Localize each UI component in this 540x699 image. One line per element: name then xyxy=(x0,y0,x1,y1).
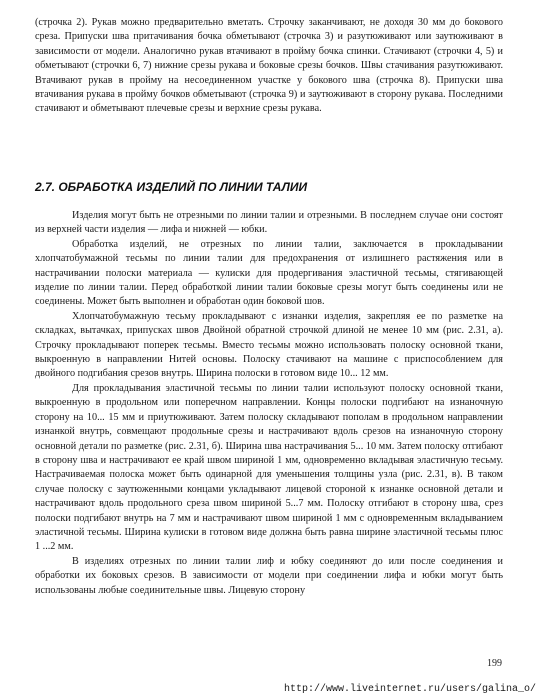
intro-block xyxy=(35,16,503,117)
paragraph-1: Изделия могут быть не отрезными по линии талии и отрезными. В последнем случае они состоят из верхней части изделия — лифа и нижней — юбки. xyxy=(35,210,503,236)
intro-paragraph: (строчка 2). Рукав можно предварительно вметать. Строчку заканчивают, не доходя 30 мм до бокового среза. Припуски шва притачивания бочка обметывают (строчка 3) и разутюживают или заутюживают в зависимости от модели. Аналогично рукав втачивают в пройму бочка спинки. Стачивают (строчки 4, 5) и обметывают (строчки 6, 7) нижние срезы рукава и боковые срезы бочков. Швы стачивания разутюживают. Втачивают рукав в пройму на несоединенном участке у бокового шва (строчка 8). Припуски шва втачивания рукава в пройму бочков обметывают (строчка 9) и заутюживают в сторону рукава. Последними стачивают и обметывают плечевые срезы и верхние срезы рукава. xyxy=(35,17,503,115)
paragraph-4: Для прокладывания эластичной тесьмы по линии талии используют полоску основной ткани, выкроенную в продольном или поперечном направлении. Концы полоски подгибают на изнаночную сторону на 10... 15 мм и приутюживают. Затем полоску складывают пополам в продольном направлении изнанкой внутрь, совмещают продольные срезы и настрачивают вдоль срезов на изнаночную сторону основной детали по разметке (рис. 2.31, б). Ширина шва настрачивания 5... 10 мм. Затем полоску отгибают в сторону шва и настрачивают ее край швом шириной 1 мм, одновременно вкладывая эластичную тесьму. Настрачиваемая полоска может быть одинарной для уменьшения толщины узла (рис. 2.31, в). В таком случае полоску с заутюженными концами укладывают лицевой стороной к изнанке основной детали и настрачивают вдоль продольного среза швом шириной 5...7 мм. Полоску отгибают в сторону шва, срез полоски подгибают внутрь на 7 мм и настрачивают швом шириной 1 мм с одновременным вкладыванием эластичной тесьмы. Ширина кулиски в готовом виде должна быть равна ширине эластичной тесьмы плюс 1 ...2 мм. xyxy=(35,382,503,553)
paragraph-5: В изделиях отрезных по линии талии лиф и юбку соединяют до или после соединения и обработки их боковых срезов. В зависимости от модели при соединении лифа и юбки могут быть использованы любые соединительные швы. Лицевую сторону xyxy=(35,555,503,596)
paragraph-3: Хлопчатобумажную тесьму прокладывают с изнанки изделия, закрепляя ее по разметке на складках, вытачках, припусках швов Двойной обратной строчкой длиной не менее 10 мм (рис. 2.31, а). Строчку прокладывают поперек тесьмы. Вместо тесьмы можно использовать полоску основной ткани, выкроенную в направлении Нитей основы. Полоску стачивают на машине с приспособлением для двойного подгибания срезов внутрь. Ширина полоски в готовом виде 10... 12 мм. xyxy=(35,310,503,380)
paragraph-2: Обработка изделий, не отрезных по линии талии, заключается в прокладывании хлопчатобумажной тесьмы по линии талии для предохранения от излишнего растяжения или в настрачивании полоски материала — кулиски для продергивания эластичной тесьмы, стягивающей изделие по линии талии. Перед обработкой линии талии боковые срезы могут быть соединены или не соединены. Может быть выполнен и обработан один боковой шов. xyxy=(35,238,503,308)
section-heading: 2.7. ОБРАБОТКА ИЗДЕЛИЙ ПО ЛИНИИ ТАЛИИ xyxy=(35,180,308,194)
source-watermark: http://www.liveinternet.ru/users/galina_o/ xyxy=(283,684,536,695)
section-body xyxy=(35,209,503,598)
page-number: 199 xyxy=(487,658,502,669)
